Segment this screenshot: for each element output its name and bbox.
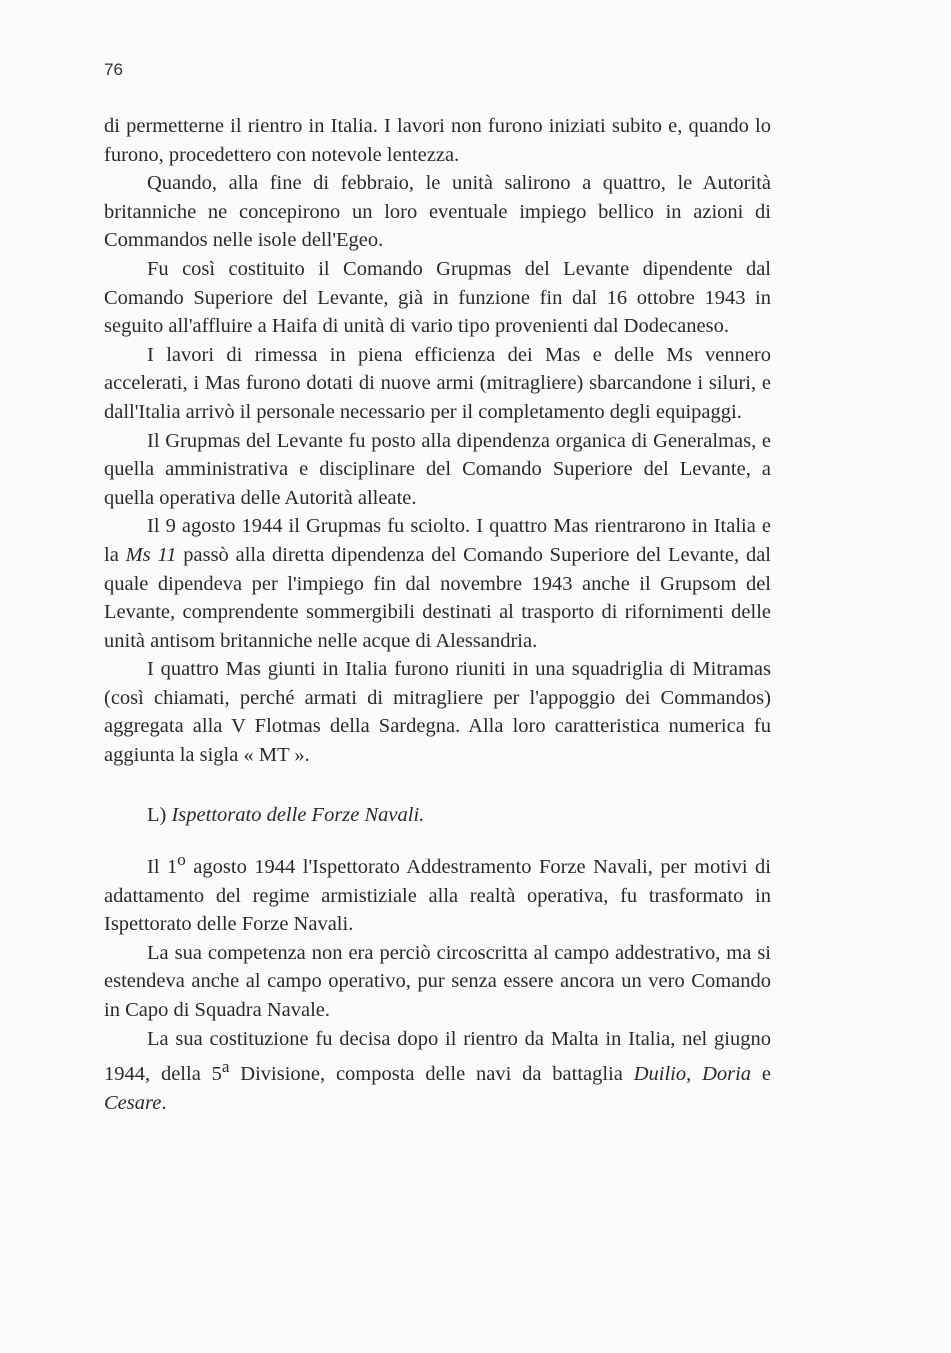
text-run: agosto 1944 l'Ispettorato Addestramento Forze Navali, per motivi di adattamento del regime armistiziale alla realtà operativa, fu trasformato in Ispettorato delle Forze Navali. — [104, 856, 771, 936]
superscript: a — [221, 1057, 230, 1077]
paragraph — [104, 846, 771, 939]
italic-run: Ms 11 — [125, 543, 177, 566]
text-run: Il 9 agosto 1944 il Grupmas fu sciolto. I quattro Mas rientrarono in Italia e la — [104, 515, 771, 566]
section-title: Ispettorato delle Forze Navali. — [171, 803, 425, 826]
paragraph: I lavori di rimessa in piena efficienza dei Mas e delle Ms vennero accelerati, i Mas furono dotati di nuove armi (mitragliere) sbarcandone i siluri, e dall'Italia arrivò il personale necessario per il completamento degli equipaggi. — [104, 343, 771, 423]
paragraph: Il Grupmas del Levante fu posto alla dipendenza organica di Generalmas, e quella amministrativa e disciplinare del Comando Superiore del Levante, a quella operativa delle Autorità alleate. — [104, 429, 771, 509]
ship-name: Duilio — [633, 1063, 687, 1086]
ship-name: Cesare — [104, 1091, 162, 1114]
section-heading — [104, 801, 771, 830]
paragraph: di permetterne il rientro in Italia. I lavori non furono iniziati subito e, quando lo furono, procedettero con notevole lentezza. — [104, 115, 771, 166]
text-run: La sua costituzione fu decisa dopo il rientro da Malta in Italia, nel giugno 1944, della 5 — [104, 1027, 771, 1086]
ship-name: Doria — [702, 1063, 752, 1086]
text-run: passò alla diretta dipendenza del Comando Superiore del Levante, dal quale dipendeva per l'impiego fin dal novembre 1943 anche il Grupsom del Levante, comprendente sommergibili destinati al trasporto di rifornimenti delle unità antisom britanniche nelle acque di Alessandria. — [104, 543, 771, 652]
text-run: e — [751, 1063, 771, 1086]
paragraph: La sua competenza non era perciò circoscritta al campo addestrativo, ma si estendeva anche al campo operativo, pur senza essere ancora un vero Comando in Capo di Squadra Navale. — [104, 941, 771, 1022]
page-number: 76 — [104, 60, 123, 79]
superscript: o — [177, 850, 186, 870]
paragraph: Fu così costituito il Comando Grupmas del Levante dipendente dal Comando Superiore del Levante, già in funzione fin dal 16 ottobre 1943 in seguito all'affluire a Haifa di unità di vario tipo provenienti dal Dodecaneso. — [104, 257, 771, 338]
text-run: Il 1 — [147, 856, 178, 879]
paragraph — [104, 512, 771, 655]
paragraph — [104, 1025, 771, 1118]
paragraph: Quando, alla fine di febbraio, le unità salirono a quattro, le Autorità britanniche ne concepirono un loro eventuale impiego bellico in azioni di Commandos nelle isole dell'Egeo. — [104, 172, 771, 252]
text-run: , — [686, 1063, 703, 1086]
text-run: . — [161, 1091, 167, 1114]
paragraph: I quattro Mas giunti in Italia furono riuniti in una squadriglia di Mitramas (così chiamati, perché armati di mitragliere per l'appoggio dei Commandos) aggregata alla V Flotmas della Sardegna. Alla loro caratteristica numerica fu aggiunta la sigla « MT ». — [104, 658, 771, 767]
section-letter: L) — [147, 803, 167, 826]
text-run: Divisione, composta delle navi da battaglia — [229, 1063, 634, 1086]
body-text — [104, 112, 771, 1117]
